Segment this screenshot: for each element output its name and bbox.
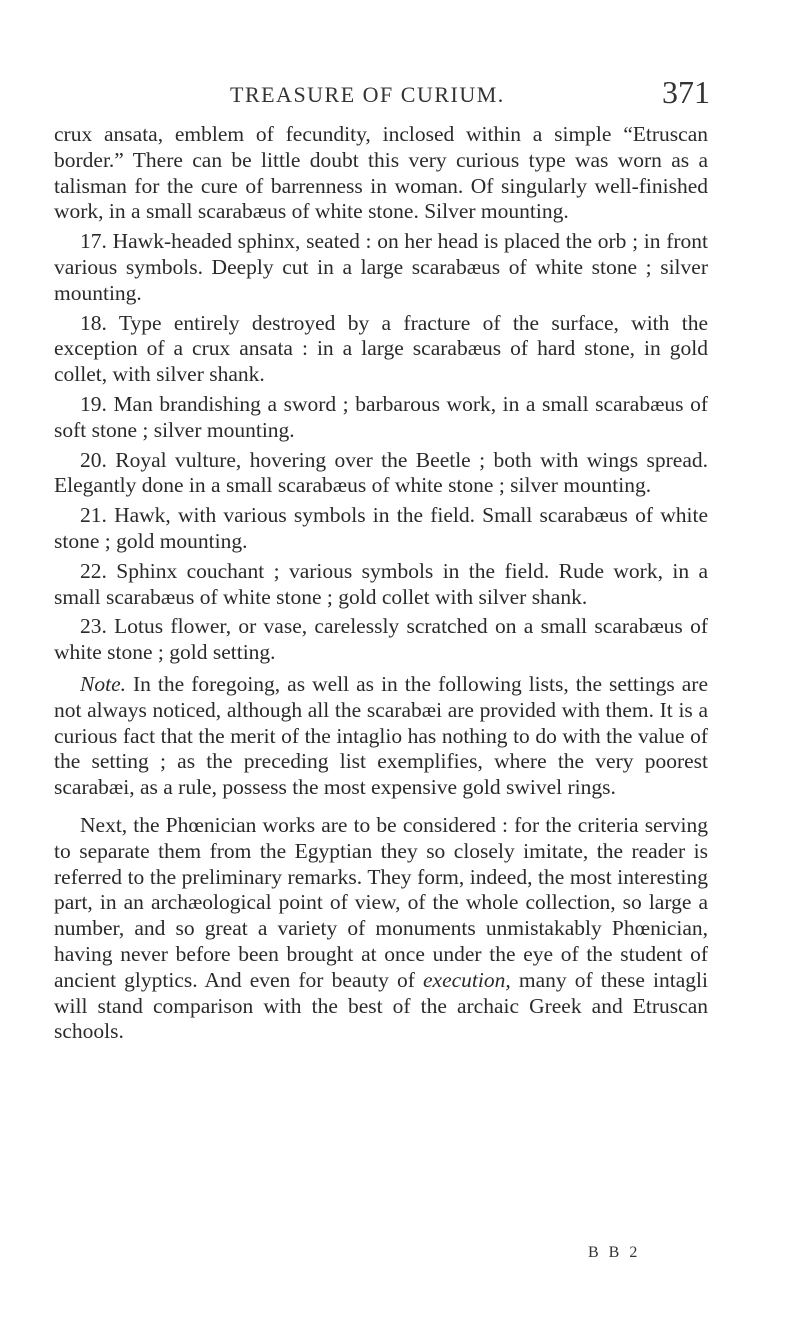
item-text: Royal vulture, hovering over the Beetle ; both with wings spread. Elegantly done in a small scarabæus of white stone ; silver mounting. bbox=[54, 447, 709, 498]
paragraph-continuation: crux ansata, emblem of fecundity, inclosed within a simple “Etruscan border.” There can be little doubt this very curious type was worn as a talisman for the cure of barrenness in woman. Of singularly well-finished work, in a small scarabæus of white stone. Silver mounting. bbox=[54, 122, 708, 224]
paragraph-text-part1: Next, the Phœnician works are to be considered : for the criteria serving to separate them from the Egyptian they so closely imitate, the reader is referred to the preliminary remarks. They form, indeed, the most interesting part, in an archæological point of view, of the whole collection, so large a number, and so great a variety of monuments unmistakably Phœnician, having never before been brought at once under the eye of the student of ancient glyptics. And even for beauty of bbox=[54, 812, 708, 992]
catalogue-item-21 bbox=[54, 503, 708, 555]
item-number: 23. bbox=[80, 614, 107, 639]
item-number: 20. bbox=[80, 447, 107, 472]
emphasized-word: execution, bbox=[423, 967, 511, 992]
catalogue-item-20 bbox=[54, 448, 708, 500]
running-head-title: TREASURE OF CURIUM. bbox=[230, 82, 505, 107]
item-number: 19. bbox=[80, 391, 107, 416]
item-text: Type entirely destroyed by a fracture of the surface, with the exception of a crux ansata : in a large scarabæus of hard stone, in gold collet, with silver shank. bbox=[54, 310, 708, 387]
note-text: In the foregoing, as well as in the following lists, the settings are not always noticed, although all the scarabæi are provided with them. It is a curious fact that the merit of the intaglio has nothing to do with the value of the setting ; as the preceding list exemplifies, where the very poorest scarabæi, as a rule, possess the most expensive gold swivel rings. bbox=[54, 671, 708, 800]
catalogue-item-18 bbox=[54, 311, 708, 388]
page-number: 371 bbox=[662, 74, 710, 110]
catalogue-item-19 bbox=[54, 392, 708, 444]
item-text: Hawk-headed sphinx, seated : on her head is placed the orb ; in front various symbols. Deeply cut in a large scarabæus of white stone ; silver mounting. bbox=[54, 229, 709, 305]
item-number: 18. bbox=[80, 310, 107, 335]
item-number: 21. bbox=[80, 503, 107, 528]
note-label: Note. bbox=[80, 671, 126, 696]
item-number: 17. bbox=[80, 229, 107, 254]
phoenician-paragraph bbox=[54, 813, 708, 1045]
item-text: Lotus flower, or vase, carelessly scratched on a small scarabæus of white stone ; gold setting. bbox=[54, 614, 708, 665]
catalogue-item-17 bbox=[54, 229, 708, 306]
paragraph-text-part2: many of these intagli will stand comparison with the best of the archaic Greek and Etruscan schools. bbox=[54, 967, 708, 1044]
signature-mark: B B 2 bbox=[588, 1244, 641, 1261]
body-text bbox=[54, 122, 708, 1045]
item-number: 22. bbox=[80, 558, 107, 583]
item-text: Hawk, with various symbols in the field. Small scarabæus of white stone ; gold mounting. bbox=[54, 503, 708, 553]
note-paragraph bbox=[54, 672, 708, 801]
item-text: Man brandishing a sword ; barbarous work, in a small scarabæus of soft stone ; silver mounting. bbox=[54, 391, 708, 442]
item-text: Sphinx couchant ; various symbols in the field. Rude work, in a small scarabæus of white stone ; gold collet with silver shank. bbox=[54, 558, 709, 609]
catalogue-item-22 bbox=[54, 559, 708, 611]
catalogue-item-23 bbox=[54, 614, 708, 666]
